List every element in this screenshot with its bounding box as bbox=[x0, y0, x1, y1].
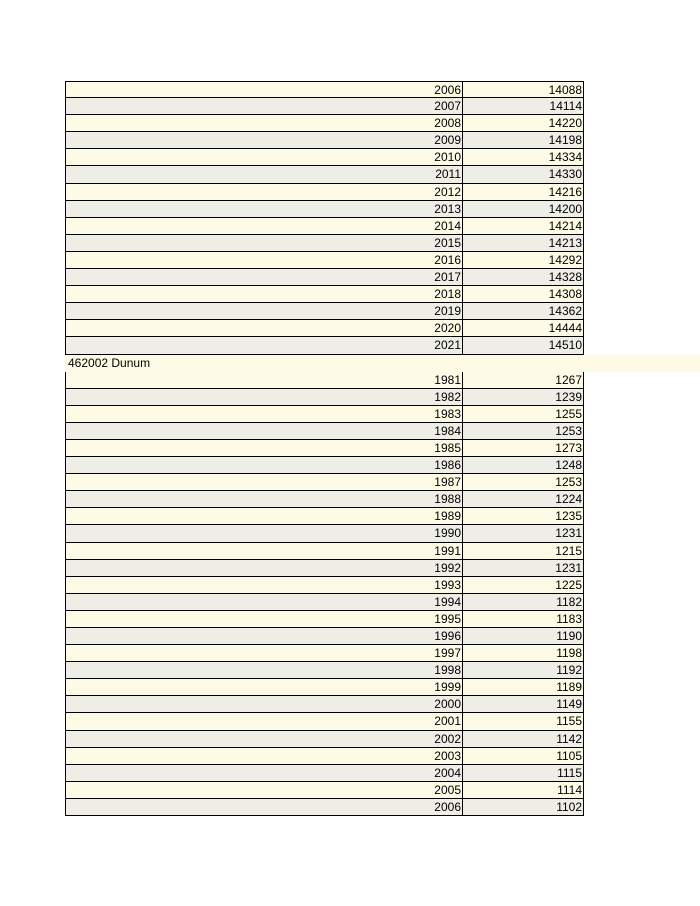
value-cell: 14213 bbox=[463, 235, 584, 252]
year-cell: 1983 bbox=[65, 406, 463, 423]
year-cell: 1997 bbox=[65, 645, 463, 662]
value-cell: 14444 bbox=[463, 320, 584, 337]
value-cell: 14220 bbox=[463, 115, 584, 132]
table-row bbox=[65, 748, 700, 765]
year-cell: 1987 bbox=[65, 474, 463, 491]
table-row bbox=[65, 286, 700, 303]
value-cell: 1190 bbox=[463, 628, 584, 645]
value-cell: 1149 bbox=[463, 696, 584, 713]
table-row bbox=[65, 406, 700, 423]
year-cell: 1999 bbox=[65, 679, 463, 696]
table-row bbox=[65, 184, 700, 201]
table-row bbox=[65, 132, 700, 149]
table-row bbox=[65, 713, 700, 730]
year-cell: 2009 bbox=[65, 132, 463, 149]
value-cell: 14330 bbox=[463, 166, 584, 183]
value-cell: 14308 bbox=[463, 286, 584, 303]
table-row bbox=[65, 645, 700, 662]
year-cell: 1985 bbox=[65, 440, 463, 457]
value-cell: 14216 bbox=[463, 184, 584, 201]
year-cell: 2005 bbox=[65, 782, 463, 799]
value-cell: 1215 bbox=[463, 543, 584, 560]
value-cell: 1267 bbox=[463, 372, 584, 389]
year-cell: 2019 bbox=[65, 303, 463, 320]
year-cell: 2004 bbox=[65, 765, 463, 782]
table-row bbox=[65, 799, 700, 816]
value-cell: 14334 bbox=[463, 149, 584, 166]
year-cell: 2001 bbox=[65, 713, 463, 730]
value-cell: 14198 bbox=[463, 132, 584, 149]
table-row bbox=[65, 149, 700, 166]
value-cell: 14200 bbox=[463, 201, 584, 218]
year-cell: 2006 bbox=[65, 799, 463, 816]
year-cell: 2007 bbox=[65, 98, 463, 115]
value-cell: 1189 bbox=[463, 679, 584, 696]
year-cell: 2003 bbox=[65, 748, 463, 765]
value-cell: 14328 bbox=[463, 269, 584, 286]
value-cell: 1198 bbox=[463, 645, 584, 662]
table-row bbox=[65, 782, 700, 799]
value-cell: 1183 bbox=[463, 611, 584, 628]
value-cell: 1142 bbox=[463, 731, 584, 748]
value-cell: 1155 bbox=[463, 713, 584, 730]
year-cell: 2006 bbox=[65, 81, 463, 98]
year-cell: 1984 bbox=[65, 423, 463, 440]
value-cell: 1253 bbox=[463, 474, 584, 491]
value-cell: 1235 bbox=[463, 508, 584, 525]
data-table bbox=[65, 81, 700, 816]
year-cell: 1998 bbox=[65, 662, 463, 679]
table-row bbox=[65, 440, 700, 457]
table-row bbox=[65, 543, 700, 560]
year-cell: 1988 bbox=[65, 491, 463, 508]
value-cell: 1225 bbox=[463, 577, 584, 594]
table-row bbox=[65, 218, 700, 235]
table-row bbox=[65, 491, 700, 508]
year-cell: 1986 bbox=[65, 457, 463, 474]
year-cell: 1993 bbox=[65, 577, 463, 594]
year-cell: 2014 bbox=[65, 218, 463, 235]
year-cell: 1992 bbox=[65, 560, 463, 577]
table-row bbox=[65, 252, 700, 269]
year-cell: 1982 bbox=[65, 389, 463, 406]
value-cell: 14510 bbox=[463, 337, 584, 354]
value-cell: 14292 bbox=[463, 252, 584, 269]
value-cell: 1115 bbox=[463, 765, 584, 782]
year-cell: 1996 bbox=[65, 628, 463, 645]
value-cell: 14088 bbox=[463, 81, 584, 98]
table-row bbox=[65, 115, 700, 132]
value-cell: 1102 bbox=[463, 799, 584, 816]
year-cell: 1995 bbox=[65, 611, 463, 628]
table-row bbox=[65, 474, 700, 491]
year-cell: 2020 bbox=[65, 320, 463, 337]
table-row bbox=[65, 508, 700, 525]
value-cell: 1253 bbox=[463, 423, 584, 440]
year-cell: 2008 bbox=[65, 115, 463, 132]
table-row bbox=[65, 235, 700, 252]
table-row bbox=[65, 628, 700, 645]
section-header-label: 462002 Dunum bbox=[68, 355, 151, 370]
year-cell: 2013 bbox=[65, 201, 463, 218]
year-cell: 2002 bbox=[65, 731, 463, 748]
year-cell: 2000 bbox=[65, 696, 463, 713]
table-row bbox=[65, 337, 700, 354]
table-row bbox=[65, 269, 700, 286]
table-row bbox=[65, 560, 700, 577]
value-cell: 1231 bbox=[463, 560, 584, 577]
section-1-rows bbox=[65, 81, 700, 355]
year-cell: 2010 bbox=[65, 149, 463, 166]
year-cell: 1991 bbox=[65, 543, 463, 560]
value-cell: 1239 bbox=[463, 389, 584, 406]
value-cell: 1231 bbox=[463, 525, 584, 542]
value-cell: 1114 bbox=[463, 782, 584, 799]
table-row bbox=[65, 731, 700, 748]
year-cell: 2018 bbox=[65, 286, 463, 303]
value-cell: 14114 bbox=[463, 98, 584, 115]
value-cell: 1105 bbox=[463, 748, 584, 765]
year-cell: 2011 bbox=[65, 166, 463, 183]
value-cell: 1248 bbox=[463, 457, 584, 474]
table-row bbox=[65, 594, 700, 611]
value-cell: 1182 bbox=[463, 594, 584, 611]
table-row bbox=[65, 389, 700, 406]
year-cell: 2015 bbox=[65, 235, 463, 252]
table-row bbox=[65, 320, 700, 337]
table-row bbox=[65, 662, 700, 679]
table-row bbox=[65, 81, 700, 98]
year-cell: 1989 bbox=[65, 508, 463, 525]
value-cell: 1192 bbox=[463, 662, 584, 679]
year-cell: 2012 bbox=[65, 184, 463, 201]
table-row bbox=[65, 577, 700, 594]
section-2-rows bbox=[65, 372, 700, 816]
table-row bbox=[65, 372, 700, 389]
table-row bbox=[65, 457, 700, 474]
table-row bbox=[65, 166, 700, 183]
year-cell: 2016 bbox=[65, 252, 463, 269]
table-row bbox=[65, 201, 700, 218]
year-cell: 2021 bbox=[65, 337, 463, 354]
table-row bbox=[65, 525, 700, 542]
table-row bbox=[65, 611, 700, 628]
value-cell: 1255 bbox=[463, 406, 584, 423]
table-row bbox=[65, 423, 700, 440]
section-header bbox=[65, 355, 700, 372]
value-cell: 14362 bbox=[463, 303, 584, 320]
table-row bbox=[65, 765, 700, 782]
value-cell: 1273 bbox=[463, 440, 584, 457]
year-cell: 2017 bbox=[65, 269, 463, 286]
table-row bbox=[65, 679, 700, 696]
year-cell: 1990 bbox=[65, 525, 463, 542]
year-cell: 1994 bbox=[65, 594, 463, 611]
table-row bbox=[65, 303, 700, 320]
year-cell: 1981 bbox=[65, 372, 463, 389]
table-row bbox=[65, 98, 700, 115]
value-cell: 1224 bbox=[463, 491, 584, 508]
value-cell: 14214 bbox=[463, 218, 584, 235]
table-row bbox=[65, 696, 700, 713]
